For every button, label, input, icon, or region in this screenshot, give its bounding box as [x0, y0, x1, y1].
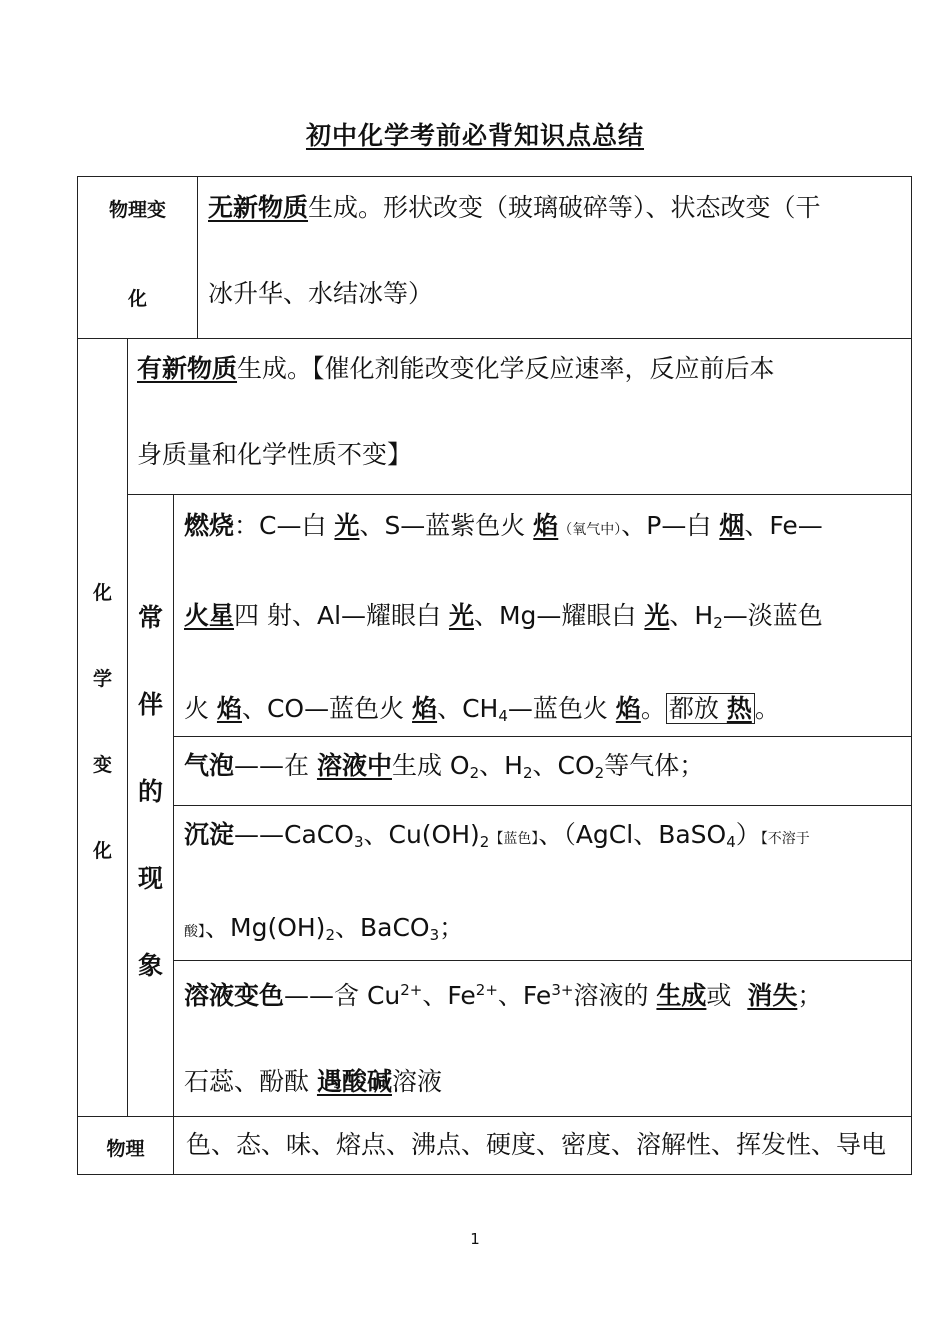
burning-head: 燃烧: [184, 511, 235, 540]
subscript: 3: [429, 926, 440, 944]
burning-keyword: 焰: [615, 694, 641, 723]
burning-text: 、Mg—耀眼白: [473, 601, 645, 630]
color-change-text: 、Fe: [422, 981, 476, 1010]
subscript: 2: [469, 764, 480, 782]
color-change-text: 溶液: [391, 1067, 442, 1096]
burning-text: 、H: [669, 601, 714, 630]
bubbles-content: [184, 746, 704, 793]
precipitate-note: 酸】: [184, 924, 205, 940]
precipitate-text: ；: [439, 913, 465, 942]
burning-line2: [184, 573, 823, 666]
burning-keyword: 光: [644, 601, 670, 630]
phenomena-label-char: 象: [137, 951, 163, 980]
column-divider-physical: [197, 176, 198, 338]
page-number: 1: [470, 1230, 480, 1248]
bubbles-text: ——在: [234, 751, 317, 780]
chemical-label-char: 变: [92, 754, 112, 776]
physical-property-content: 色、态、味、熔点、沸点、硬度、密度、溶解性、挥发性、导电: [186, 1130, 887, 1159]
phenomena-label: [128, 598, 173, 1033]
burning-text: 。: [640, 694, 666, 723]
bubbles-text: 等气体；: [604, 751, 705, 780]
subscript: 2: [325, 926, 335, 944]
color-change-line2: [184, 1062, 822, 1102]
physical-change-label-line2: 化: [127, 288, 147, 310]
physical-change-line2: 冰升华、水结冰等）: [208, 279, 434, 308]
color-change-line1: [184, 970, 822, 1016]
color-change-text: 石蕊、酚酞: [184, 1067, 317, 1096]
burning-note: （氧气中）: [558, 522, 622, 538]
physical-change-label-line1: 物理变: [108, 199, 166, 221]
precipitate-text: ）: [735, 820, 761, 849]
subscript: 2: [594, 764, 605, 782]
chemical-change-line1: [137, 326, 775, 412]
bubbles-text: 、CO: [532, 751, 595, 780]
burning-text: —蓝色火: [507, 694, 616, 723]
precipitate-text: 、Cu(OH): [363, 820, 480, 849]
precipitate-text: 、（AgCl、BaSO: [538, 820, 727, 849]
column-divider-phenomena: [173, 494, 174, 1175]
phenomena-label-char: 常: [137, 603, 163, 632]
phenomena-label-char: 的: [137, 777, 163, 806]
burning-keyword: 焰: [533, 511, 559, 540]
chemical-label-char: 化: [92, 840, 112, 862]
burning-content: [184, 483, 823, 759]
physical-change-line1: [208, 165, 821, 251]
color-change-text: 、Fe: [497, 981, 552, 1010]
subscript: 2: [479, 833, 490, 851]
burning-keyword: 焰: [412, 694, 438, 723]
color-change-text: 溶液的: [573, 981, 657, 1010]
physical-change-label: [78, 195, 197, 311]
chemical-label-char: 化: [92, 582, 112, 604]
burning-text: —淡蓝色: [722, 601, 823, 630]
color-change-text: 或: [706, 981, 748, 1010]
precipitate-note: 【不溶于: [760, 831, 810, 847]
precipitate-text: 、Mg(OH): [205, 913, 326, 942]
color-change-head: 溶液变色: [184, 981, 285, 1010]
bubbles-text: 生成 O: [391, 751, 470, 780]
precipitate-line1: [184, 815, 810, 862]
physical-change-keyword: 无新物质: [208, 193, 309, 222]
row-divider-5: [173, 960, 912, 961]
subscript: 2: [713, 614, 723, 632]
color-change-keyword: 生成: [656, 981, 707, 1010]
phenomena-label-char: 现: [137, 864, 163, 893]
burning-text: 四 射、Al—耀眼白: [234, 601, 449, 630]
subscript: 4: [498, 707, 508, 725]
color-change-keyword: 消失: [747, 981, 798, 1010]
burning-text: 、Fe—: [744, 511, 823, 540]
physical-change-content: [208, 165, 821, 337]
burning-text: 都放: [668, 694, 727, 723]
subscript: 3: [353, 833, 364, 851]
chemical-change-line2: 身质量和化学性质不变】: [137, 440, 413, 469]
subscript: 2: [522, 764, 533, 782]
superscript: 2+: [400, 981, 423, 999]
row-divider-6: [77, 1116, 912, 1117]
physical-property-label: 物理: [106, 1138, 145, 1160]
row-divider-4: [173, 805, 912, 806]
phenomena-label-char: 伴: [137, 690, 163, 719]
page-title: 初中化学考前必背知识点总结: [305, 121, 644, 150]
color-change-keyword: 遇酸碱: [316, 1067, 392, 1096]
chemical-change-line1-rest: 生成。【催化剂能改变化学反应速率，反应前后本: [237, 354, 775, 383]
precipitate-line2: [184, 908, 810, 955]
precipitate-text: ——CaCO: [234, 820, 354, 849]
subscript: 4: [726, 833, 736, 851]
bubbles-head: 气泡: [184, 751, 235, 780]
precipitate-text: 、BaCO: [334, 913, 430, 942]
burning-text: 、CO—蓝色火: [241, 694, 413, 723]
burning-keyword: 焰: [216, 694, 242, 723]
burning-keyword: 光: [334, 511, 360, 540]
burning-keyword: 火星: [184, 601, 235, 630]
burning-text: 、CH: [437, 694, 499, 723]
heat-box: [666, 693, 755, 724]
burning-keyword: 烟: [719, 511, 745, 540]
burning-text: 、S—蓝紫色火: [359, 511, 534, 540]
color-change-text: ；: [797, 981, 823, 1010]
burning-text: 火: [184, 694, 217, 723]
superscript: 3+: [551, 981, 574, 999]
physical-change-line1-rest: 生成。形状改变（玻璃破碎等）、状态改变（干: [308, 193, 821, 222]
table-border-bottom: [77, 1174, 912, 1175]
bubbles-keyword: 溶液中: [316, 751, 392, 780]
chemical-label-char: 学: [92, 668, 112, 690]
burning-line1: [184, 483, 823, 573]
bubbles-text: 、H: [479, 751, 523, 780]
chemical-change-content: [137, 326, 775, 498]
superscript: 2+: [475, 981, 498, 999]
color-change-text: ——含 Cu: [284, 981, 401, 1010]
burning-text: 、P—白: [621, 511, 720, 540]
burning-text: 。: [754, 694, 780, 723]
chemical-change-keyword: 有新物质: [137, 354, 238, 383]
burning-keyword: 光: [448, 601, 474, 630]
precipitate-head: 沉淀: [184, 820, 235, 849]
chemical-change-label: [78, 578, 127, 922]
burning-keyword: 热: [726, 694, 752, 723]
table-border-right: [911, 176, 912, 1175]
precipitate-note: 【蓝色】: [489, 831, 539, 847]
color-change-content: [184, 970, 822, 1102]
burning-text: ：C—白: [234, 511, 335, 540]
precipitate-content: [184, 815, 810, 955]
